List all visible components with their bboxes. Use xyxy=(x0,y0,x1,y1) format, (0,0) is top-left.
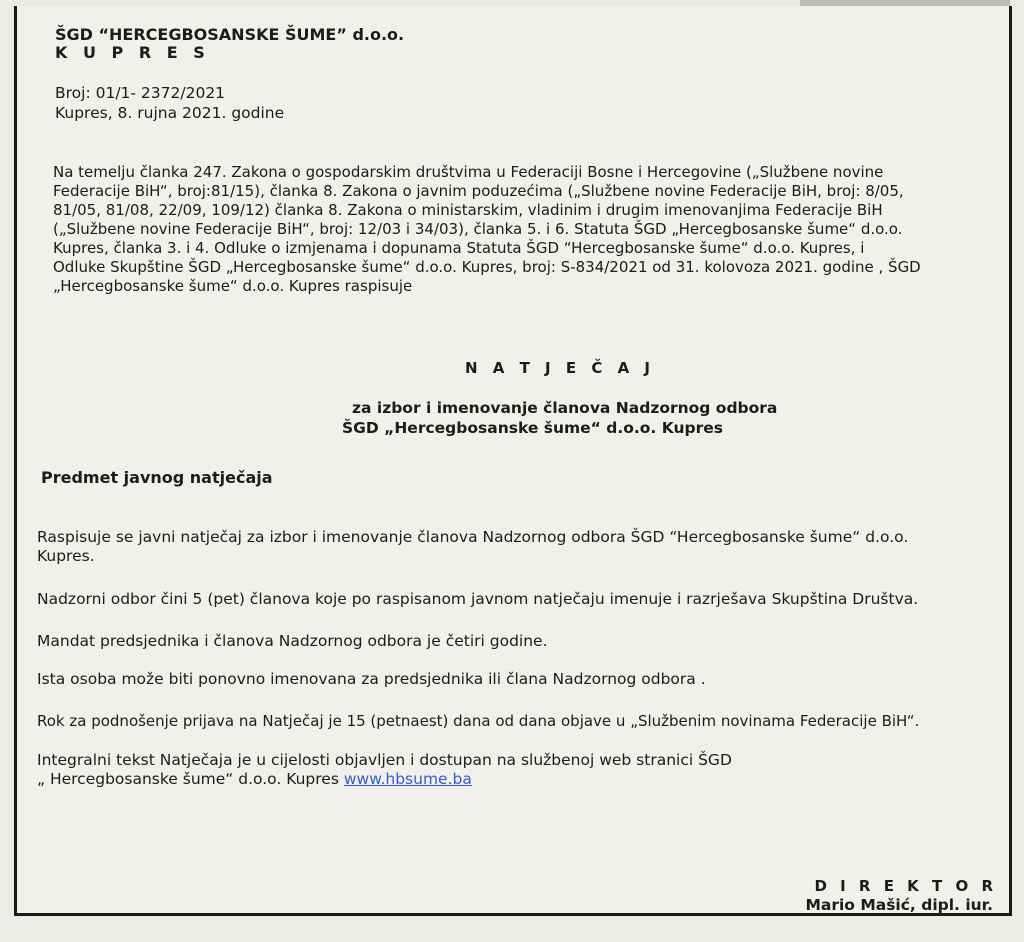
body-paragraph: Ista osoba može biti ponovno imenovana za predsjednika ili člana Nadzornog odbora . xyxy=(37,670,706,688)
preamble-line: Na temelju članka 247. Zakona o gospodarskim društvima u Federaciji Bosne i Hercegovine („Službene novine xyxy=(53,163,884,181)
preamble-line: „Hercegbosanske šume“ d.o.o. Kupres raspisuje xyxy=(53,277,413,295)
body-paragraph-text: „ Hercegbosanske šume“ d.o.o. Kupres xyxy=(37,770,339,788)
reference-number: Broj: 01/1- 2372/2021 xyxy=(55,84,226,102)
company-city: K U P R E S xyxy=(55,43,210,62)
website-link[interactable]: www.hbsume.ba xyxy=(343,770,472,788)
notice-subtitle: ŠGD „Hercegbosanske šume“ d.o.o. Kupres xyxy=(342,419,723,437)
body-paragraph: Nadzorni odbor čini 5 (pet) članova koje po raspisanom javnom natječaju imenuje i razrješava Skupština Društva. xyxy=(37,590,919,608)
public-notice xyxy=(14,6,1012,916)
notice-heading: N A T J E Č A J xyxy=(465,359,655,377)
preamble-line: Kupres, članka 3. i 4. Odluke o izmjenama i dopunama Statuta ŠGD “Hercegbosanske šume“ d.o.o. Kupres, i xyxy=(53,239,865,257)
notice-subtitle: za izbor i imenovanje članova Nadzornog odbora xyxy=(352,399,778,417)
body-paragraph: Raspisuje se javni natječaj za izbor i imenovanje članova Nadzornog odbora ŠGD “Hercegbosanske šume“ d.o.o. xyxy=(37,528,909,546)
section-heading: Predmet javnog natječaja xyxy=(41,468,273,487)
body-paragraph: Mandat predsjednika i članova Nadzornog odbora je četiri godine. xyxy=(37,632,548,650)
body-paragraph: Rok za podnošenje prijava na Natječaj je 15 (petnaest) dana od dana objave u „Službenim novinama Federacije BiH“. xyxy=(37,712,920,730)
body-paragraph xyxy=(37,770,472,788)
company-name: ŠGD “HERCEGBOSANSKE ŠUME” d.o.o. xyxy=(55,25,405,44)
body-paragraph: Kupres. xyxy=(37,547,95,565)
signature-name: Mario Mašić, dipl. iur. xyxy=(805,896,993,914)
preamble-line: 81/05, 81/08, 22/09, 109/12) članka 8. Zakona o ministarskim, vladinim i drugim imenovanjima Federacije BiH xyxy=(53,201,883,219)
preamble-line: Federacije BiH“, broj:81/15), članka 8. Zakona o javnim poduzećima („Službene novine Federacije BiH, broj: 8/05, xyxy=(53,182,904,200)
body-paragraph: Integralni tekst Natječaja je u cijelosti objavljen i dostupan na službenoj web stranici ŠGD xyxy=(37,751,732,769)
signature-role: D I R E K T O R xyxy=(814,877,997,895)
preamble-line: Odluke Skupštine ŠGD „Hercegbosanske šume“ d.o.o. Kupres, broj: S-834/2021 od 31. kolovoza 2021. godine , ŠGD xyxy=(53,258,921,276)
preamble-line: („Službene novine Federacije BiH“, broj: 12/03 i 34/03), članka 5. i 6. Statuta ŠGD „Hercegbosanske šume“ d.o.o. xyxy=(53,220,903,238)
issue-date: Kupres, 8. rujna 2021. godine xyxy=(55,104,285,122)
